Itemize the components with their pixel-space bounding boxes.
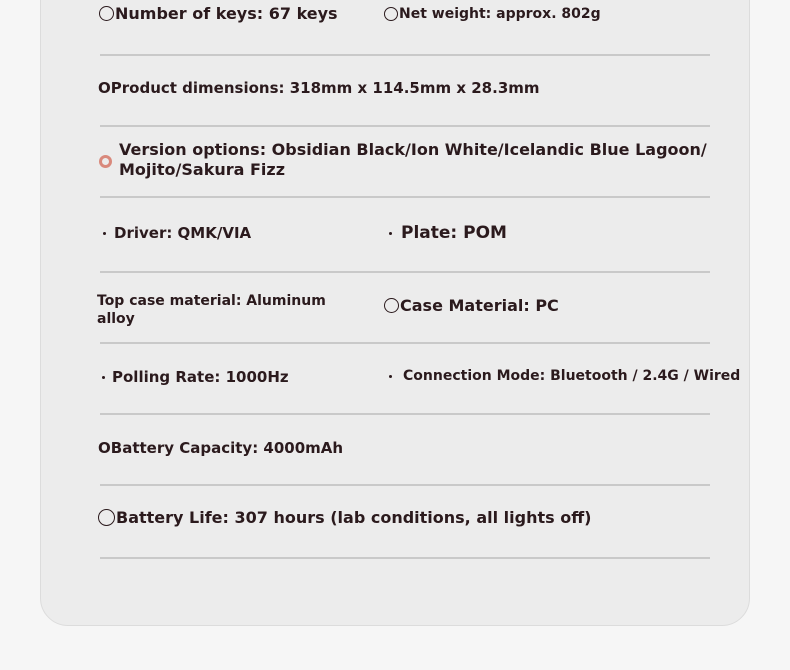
spec-polling-text: Polling Rate: 1000Hz [112,368,289,386]
divider [100,54,710,56]
circle-bullet-icon [384,7,398,21]
spec-plate-text: Plate: POM [401,223,507,243]
spec-versions-line1: Version options: Obsidian Black/Ion White/Icelandic Blue Lagoon/ [119,140,707,159]
spec-driver-text: Driver: QMK/VIA [114,224,252,242]
dot-bullet-icon [389,375,392,378]
divider [100,557,710,559]
spec-battery-life-text: Battery Life: 307 hours (lab conditions, all lights off) [116,508,592,527]
spec-keys-text: Number of keys: 67 keys [115,4,338,23]
divider [100,125,710,127]
circle-bullet-icon [99,6,114,21]
dot-bullet-icon [103,232,106,235]
spec-case-material-text: Case Material: PC [400,296,559,315]
spec-polling [102,368,289,386]
spec-plate [389,223,507,243]
spec-case-material [384,296,559,315]
spec-battery-capacity-text: Battery Capacity: 4000mAh [110,439,344,457]
battery-capacity-prefix: O [98,439,111,457]
dot-bullet-icon [102,376,105,379]
spec-connection-text: Connection Mode: Bluetooth / 2.4G / Wired [403,368,741,384]
spec-dimensions [98,79,540,97]
spec-battery-life [98,508,591,527]
divider [100,413,710,415]
spec-battery-capacity [98,439,343,457]
circle-bullet-icon [98,509,115,526]
spec-weight-text: Net weight: approx. 802g [399,6,601,22]
circle-bullet-icon [384,298,399,313]
spec-dimensions-text: Product dimensions: 318mm x 114.5mm x 28.3mm [110,79,540,97]
spec-top-case [97,292,326,328]
spec-weight [384,6,601,22]
spec-top-case-line2: alloy [97,311,135,327]
divider [100,196,710,198]
spec-connection [389,368,740,384]
spec-versions [119,140,707,180]
dimensions-prefix: O [98,79,111,97]
divider [100,484,710,486]
spec-keys [99,4,338,23]
divider [100,342,710,344]
spec-driver [103,224,251,242]
divider [100,271,710,273]
dot-bullet-icon [389,232,392,235]
accent-circle-bullet-icon [99,155,112,168]
spec-versions-line2: Mojito/Sakura Fizz [119,160,286,179]
spec-top-case-line1: Top case material: Aluminum [97,293,326,309]
